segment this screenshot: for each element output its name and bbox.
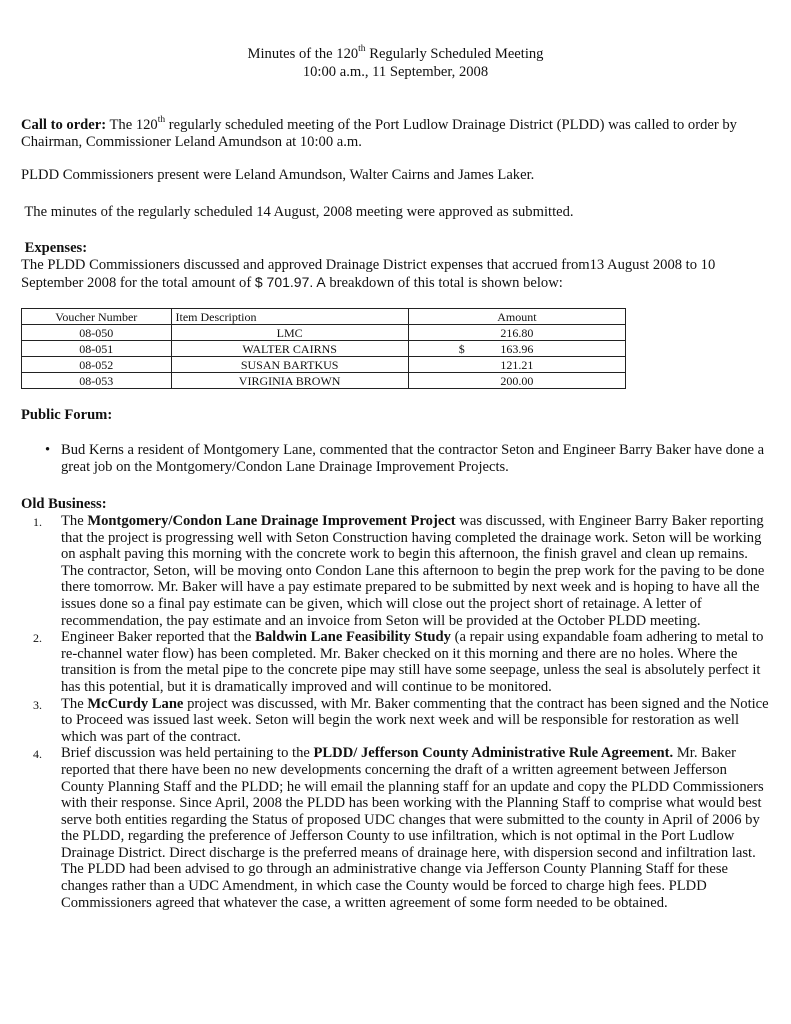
item-number: 1.: [33, 515, 42, 529]
document-title: [0, 46, 791, 63]
old-business-list: [21, 513, 771, 911]
item-text: Brief discussion was held pertaining to the: [61, 745, 314, 762]
minutes-approval: The minutes of the regularly scheduled 14 August, 2008 meeting were approved as submitted.: [21, 204, 574, 220]
table-row: [22, 341, 626, 357]
expenses-heading: [21, 240, 781, 257]
item-text-rest: Mr. Baker reported that there have been no new developments concerning the draft of a written agreement between Jefferson County Planning Staff and the PLDD; he will email the planning staff for an update and copy the PLDD Commissioners with their response. Since April, 2008 the PLDD has been working with the Planning Staff to comprise what would best serve both entities regarding the Status of proposed UDC changes that were submitted to the county in April of 2006 by the PLDD, regarding the preference of Jefferson County to use infiltration, which is not optimal in the Port Ludlow Drainage District. Direct discharge is the preferred means of drainage here, with dispersion second and infiltration last. The PLDD had been advised to go through an administrative change via Jefferson County Planning Staff for these changes rather than a UDC Amendment, in which case the County would be forced to charge high fees. PLDD Commissioners agreed that whatever the case, a written agreement of some form needed to be obtained.: [61, 745, 764, 911]
description-cell: SUSAN BARTKUS: [171, 357, 408, 373]
voucher-cell: 08-052: [22, 357, 172, 373]
title-superscript: th: [358, 44, 366, 55]
table-row: [22, 373, 626, 389]
title-text: Minutes of the 120: [247, 46, 359, 62]
item-text-rest: was discussed, with Engineer Barry Baker reporting that the project is progressing well with Seton Construction having completed the drainage work. Seton will be working on asphalt paving this morning with the concrete work to begin this afternoon, the finish gravel and clean up remains. The contractor, Seton, will be moving onto Condon Lane this afternoon to begin the prep work for the paving to be done there tomorrow. Mr. Baker will have a pay estimate prepared to be submitted by next week and is hoping to have all the issues done so a final pay estimate can be given, which will close out the project short of retainage. A letter of recommendation, the pay estimate and an invoice from Seton will be provided at the October PLDD meeting.: [61, 513, 765, 629]
item-number: 2.: [33, 631, 42, 646]
expenses-text-rest: breakdown of this total is shown below:: [325, 274, 563, 291]
amount-cell: [408, 341, 625, 357]
amount-cell: [408, 325, 625, 341]
description-cell: LMC: [171, 325, 408, 341]
expenses-table: [21, 308, 626, 389]
table-header-row: [22, 309, 626, 325]
item-topic: Montgomery/Condon Lane Drainage Improvement Project: [87, 513, 456, 529]
expenses-paragraph: [21, 257, 776, 291]
list-item: [21, 442, 771, 475]
amount-value: 163.96: [500, 341, 534, 356]
table-row: [22, 325, 626, 341]
amount-value: 200.00: [500, 373, 534, 388]
item-topic: McCurdy Lane: [87, 695, 184, 712]
voucher-cell: 08-051: [22, 341, 172, 357]
call-to-order-paragraph: [21, 117, 771, 150]
list-item: [21, 629, 771, 695]
column-header-description: Item Description: [171, 309, 408, 325]
expenses-total: $ 701.97. A: [254, 273, 326, 290]
title-text-suffix: Regularly Scheduled Meeting: [365, 46, 544, 62]
public-forum-list: [21, 442, 771, 475]
item-number: 3.: [33, 697, 42, 712]
old-business-heading: [21, 496, 781, 513]
item-topic: Baldwin Lane Feasibility Study: [255, 629, 451, 646]
item-text-rest: (a repair using expandable foam adhering to metal to re-channel water flow) has been completed. Mr. Baker checked on it this morning and there are no holes. Where the transition is from the metal pipe to the concrete pipe may still have some seepage, unless the seal is absolutely perfect it has this potential, but it is dramatically improved and will continue to be monitored.: [61, 629, 764, 695]
list-item: [21, 745, 771, 911]
bullet-icon: •: [45, 442, 51, 458]
old-business-heading-label: Old Business:: [21, 496, 107, 512]
description-cell: VIRGINIA BROWN: [171, 373, 408, 389]
description-cell: WALTER CAIRNS: [171, 341, 408, 357]
call-to-order-label: Call to order:: [21, 117, 107, 133]
commissioners-present: PLDD Commissioners present were Leland Amundson, Walter Cairns and James Laker.: [21, 167, 535, 183]
public-forum-comment: Bud Kerns a resident of Montgomery Lane, commented that the contractor Seton and Engineer Barry Baker have done a great job on the Montgomery/Condon Lane Drainage Improvement Projects.: [61, 442, 765, 475]
amount-cell: [408, 373, 625, 389]
list-item: [21, 696, 771, 746]
item-text: Engineer Baker reported that the: [61, 629, 256, 646]
amount-value: 121.21: [500, 357, 534, 372]
expenses-text: The PLDD Commissioners discussed and approved Drainage District expenses that accrued from13 August 2008 to 10 September 2008 for the total amount of: [21, 257, 716, 291]
voucher-cell: 08-050: [22, 325, 172, 341]
currency-symbol: $: [458, 341, 465, 356]
expenses-heading-label: Expenses:: [21, 240, 88, 256]
column-header-voucher: Voucher Number: [22, 309, 172, 325]
item-text: The: [61, 695, 88, 712]
public-forum-heading: [21, 407, 781, 424]
amount-value: 216.80: [500, 325, 534, 340]
item-topic: PLDD/ Jefferson County Administrative Rule Agreement.: [313, 745, 674, 762]
list-item: [21, 513, 771, 629]
public-forum-heading-label: Public Forum:: [21, 407, 113, 423]
call-to-order-text: The 120: [106, 117, 158, 133]
call-to-order-text-rest: regularly scheduled meeting of the Port Ludlow Drainage District (PLDD) was called to order by Chairman, Commissioner Leland Amundson at 10:00 a.m.: [21, 117, 737, 150]
item-text-rest: project was discussed, with Mr. Baker commenting that the contract has been signed and the Notice to Proceed was issued last week. Seton will begin the work next week and will be responsible for restoration as well which was part of the contract.: [61, 695, 769, 745]
document-subtitle: 10:00 a.m., 11 September, 2008: [302, 64, 489, 80]
call-to-order-superscript: th: [157, 115, 166, 126]
column-header-amount: Amount: [408, 309, 625, 325]
item-number: 4.: [33, 747, 42, 762]
table-row: [22, 357, 626, 373]
amount-cell: [408, 357, 625, 373]
item-text: The: [61, 513, 88, 529]
voucher-cell: 08-053: [22, 373, 172, 389]
